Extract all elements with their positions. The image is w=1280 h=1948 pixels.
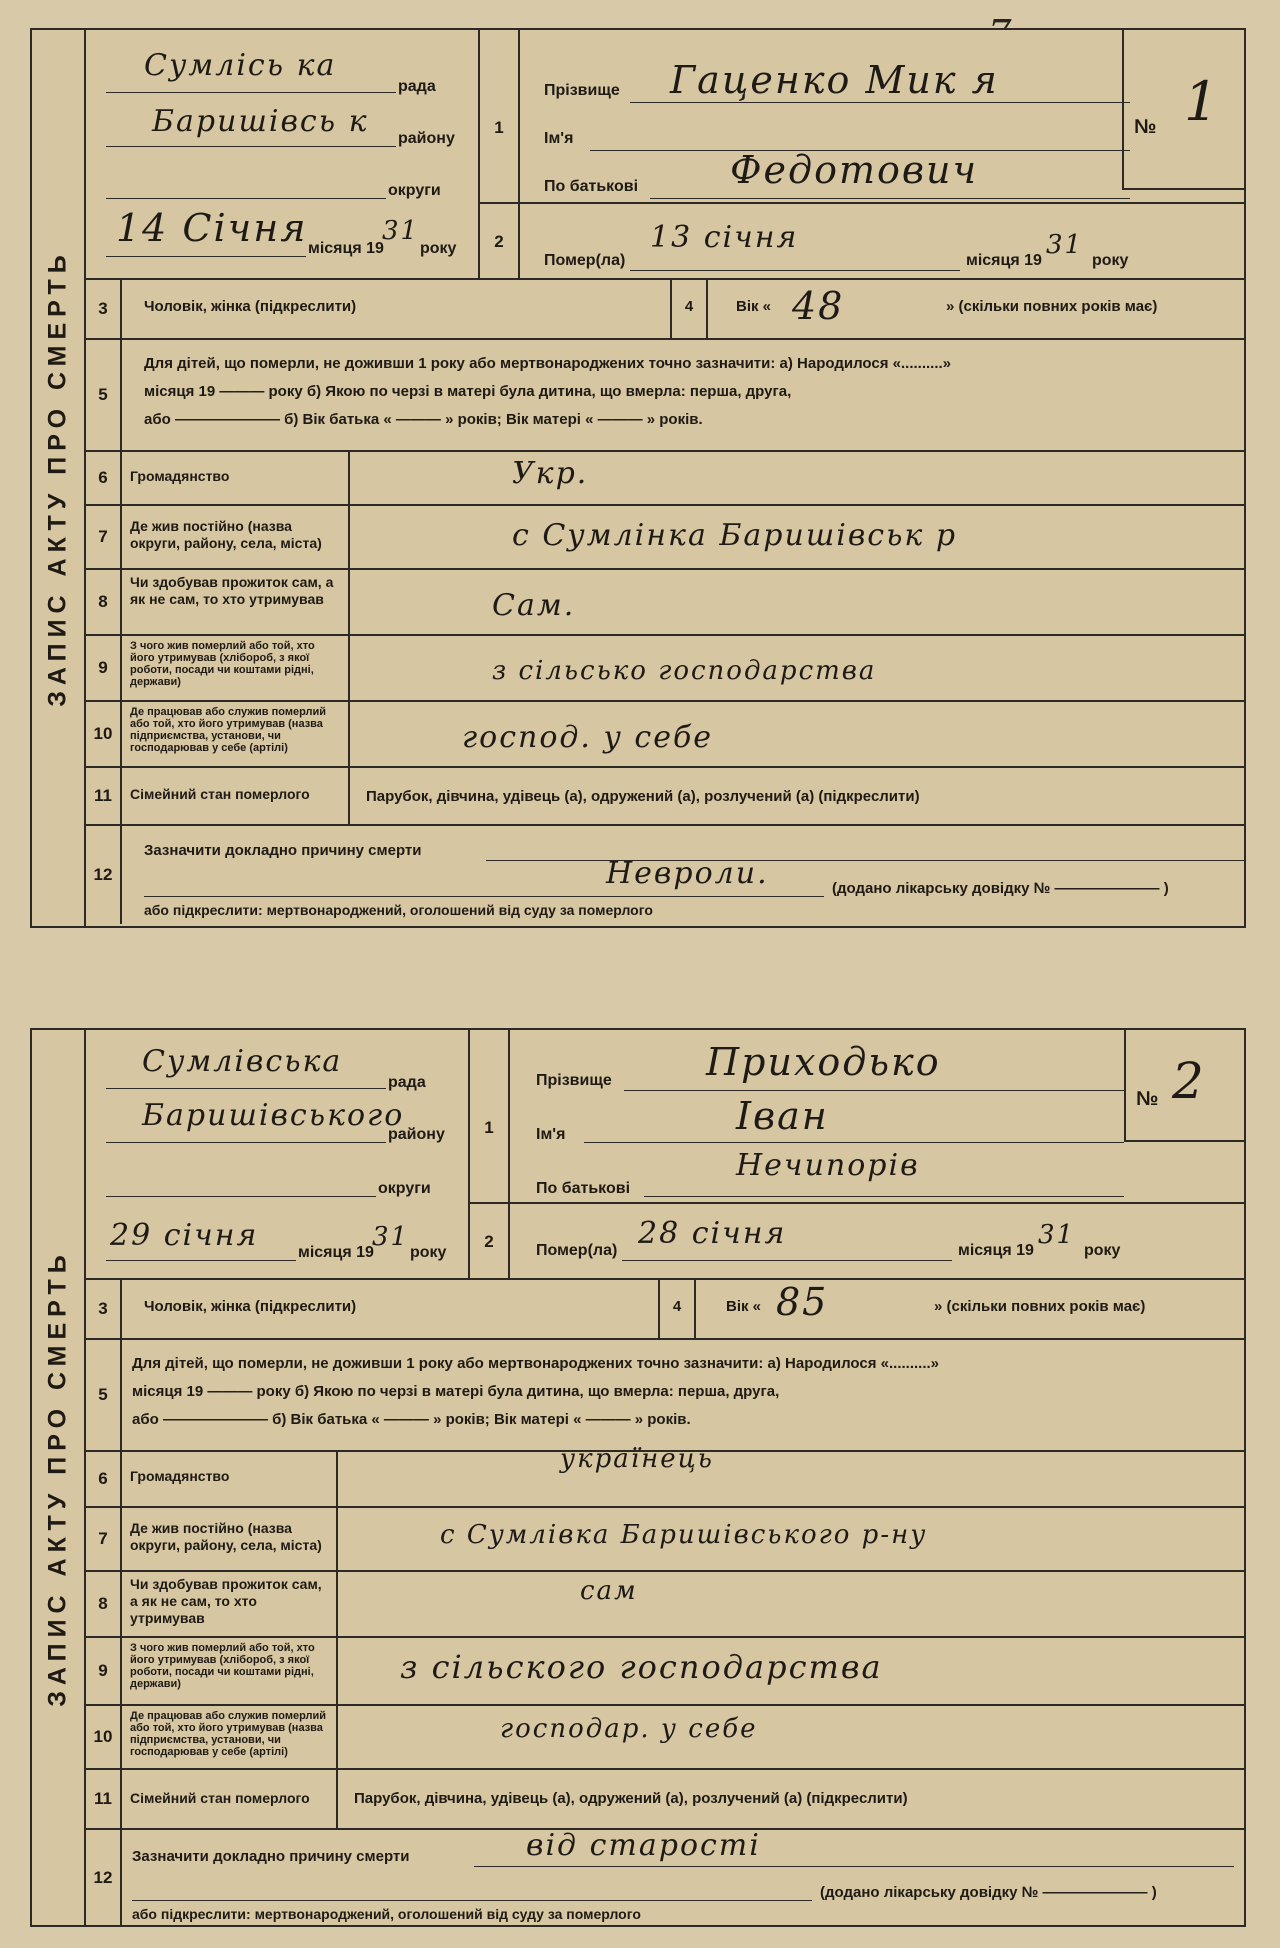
cause-value: Невроли.: [606, 856, 769, 891]
residence-value: с Сумлінка Баришівськ р: [512, 518, 958, 553]
death-year: 31: [1038, 1220, 1076, 1250]
sex-field: Чоловік, жінка (підкреслити): [144, 1298, 357, 1315]
residence-value: с Сумлівка Баришівського р-ну: [440, 1520, 928, 1550]
citizenship-value: українець: [560, 1444, 714, 1474]
age-value: 48: [792, 284, 845, 328]
death-record-1: [30, 28, 1246, 928]
row-support: 8 Чи здобував прожиток сам, а як не сам, то хто утримував сам: [86, 1572, 1244, 1638]
side-title: ЗАПИС АКТУ ПРО СМЕРТЬ: [32, 1030, 86, 1925]
livelihood-value: з сільсько господарства: [492, 656, 877, 686]
cause-value: від старості: [526, 1828, 761, 1863]
record-header: Сумлісь ка рада Баришівсь к району округи 14 Січня місяця 19 31 року 1 2 Прізвище Гаценко Мик я Ім'я По батькові Федотович Помер(ла) 13 січня місяця 19 31 року № 1: [86, 30, 1244, 280]
row-children: 5 Для дітей, що померли, не доживши 1 року або мертвонароджених точно зазначити: а) Народилося «..........» місяця 19 ——— року б) Якою по черзі в матері була дитина, що вмерла: перша, друга, або ——————— б) Вік батька « ——— » років; Вік матері « ——— » років.: [86, 1340, 1244, 1452]
row-workplace: 10 Де працював або служив померлий або той, хто його утримував (назва підприємства, установи, чи господарював у себе (артілі) господар. у себе: [86, 1706, 1244, 1770]
row-marital: 11 Сімейний стан померлого Парубок, дівчина, удівець (а), одружений (а), розлучений (а) (підкреслити): [86, 1770, 1244, 1830]
row-sex-age: 3 Чоловік, жінка (підкреслити) 4 Вік « 85 » (скільки повних років має): [86, 1280, 1244, 1340]
registration-date: 29 січня: [110, 1218, 259, 1253]
registration-block: Сумлівська рада Баришівського району округи 29 січня місяця 19 31 року: [86, 1030, 470, 1278]
raion-value: Баришівського: [142, 1098, 405, 1133]
row-cause: 12 Зазначити докладно причину смерти Невроли. (додано лікарську довідку № ——————— ) або підкреслити: мертвонароджений, оголошений від суду за померлого: [86, 826, 1244, 924]
deceased-block: Прізвище Приходько Ім'я Іван По батькові Нечипорів Помер(ла) 28 січня місяця 19 31 року № 2: [510, 1030, 1244, 1278]
death-date: 28 січня: [638, 1216, 787, 1251]
patronymic-value: Федотович: [730, 148, 979, 192]
support-value: сам: [580, 1576, 638, 1606]
patronymic-value: Нечипорів: [736, 1148, 920, 1183]
side-title: ЗАПИС АКТУ ПРО СМЕРТЬ: [32, 30, 86, 926]
age-value: 85: [776, 1280, 829, 1324]
registration-year: 31: [382, 216, 420, 246]
record-number: 2: [1172, 1052, 1206, 1110]
surname-value: Гаценко Мик я: [670, 58, 999, 102]
record-number-box: № 1: [1122, 30, 1244, 190]
workplace-value: господар. у себе: [500, 1714, 758, 1744]
row-citizenship: 6 Громадянство українець: [86, 1452, 1244, 1508]
raion-value: Баришівсь к: [152, 104, 369, 139]
livelihood-value: з сільского господарства: [400, 1648, 883, 1686]
row-sex-age: 3 Чоловік, жінка (підкреслити) 4 Вік « 48 » (скільки повних років має): [86, 280, 1244, 340]
row-support: 8 Чи здобував прожиток сам, а як не сам, то хто утримував Сам.: [86, 570, 1244, 636]
record-header: Сумлівська рада Баришівського району округи 29 січня місяця 19 31 року 1 2 Прізвище Приходько Ім'я Іван По батькові Нечипорів Помер(ла) 28 січня місяця 19 31 року № 2: [86, 1030, 1244, 1280]
row-livelihood: 9 З чого жив померлий або той, хто його утримував (хлібороб, з якої роботи, посади чи коштами рідні, держави) з сільсько господарства: [86, 636, 1244, 702]
row-residence: 7 Де жив постійно (назва округи, району, села, міста) с Сумлінка Баришівськ р: [86, 506, 1244, 570]
name-value: Іван: [736, 1094, 829, 1138]
surname-value: Приходько: [706, 1040, 941, 1084]
deceased-block: Прізвище Гаценко Мик я Ім'я По батькові Федотович Помер(ла) 13 січня місяця 19 31 року № 1: [520, 30, 1244, 278]
rada-value: Сумлісь ка: [144, 48, 337, 83]
workplace-value: господ. у себе: [462, 720, 714, 755]
support-value: Сам.: [492, 588, 576, 623]
row-marital: 11 Сімейний стан померлого Парубок, дівчина, удівець (а), одружений (а), розлучений (а) (підкреслити): [86, 768, 1244, 826]
registration-date: 14 Січня: [116, 206, 308, 250]
row-workplace: 10 Де працював або служив померлий або той, хто його утримував (назва підприємства, установи, чи господарював у себе (артілі) господ. у себе: [86, 702, 1244, 768]
registration-year: 31: [372, 1222, 410, 1252]
registration-block: Сумлісь ка рада Баришівсь к району округи 14 Січня місяця 19 31 року: [86, 30, 480, 278]
death-record-2: [30, 1028, 1246, 1927]
rada-value: Сумлівська: [142, 1044, 343, 1079]
record-number: 1: [1184, 70, 1221, 133]
row-children: 5 Для дітей, що померли, не доживши 1 року або мертвонароджених точно зазначити: а) Народилося «..........» місяця 19 ——— року б) Якою по черзі в матері була дитина, що вмерла: перша, друга, або ——————— б) Вік батька « ——— » років; Вік матері « ——— » років.: [86, 340, 1244, 452]
sex-field: Чоловік, жінка (підкреслити): [144, 298, 357, 315]
record-number-box: № 2: [1124, 1030, 1244, 1142]
row-citizenship: 6 Громадянство Укр.: [86, 452, 1244, 506]
death-year: 31: [1046, 230, 1084, 260]
row-cause: 12 Зазначити докладно причину смерти від старості (додано лікарську довідку № ——————— ) або підкреслити: мертвонароджений, оголошений від суду за померлого: [86, 1830, 1244, 1925]
marital-options: Парубок, дівчина, удівець (а), одружений (а), розлучений (а) (підкреслити): [354, 1790, 908, 1807]
marital-options: Парубок, дівчина, удівець (а), одружений (а), розлучений (а) (підкреслити): [366, 788, 920, 805]
death-date: 13 січня: [650, 220, 799, 255]
row-livelihood: 9 З чого жив померлий або той, хто його утримував (хлібороб, з якої роботи, посади чи коштами рідні, держави) з сільского господарства: [86, 1638, 1244, 1706]
row-residence: 7 Де жив постійно (назва округи, району, села, міста) с Сумлівка Баришівського р-ну: [86, 1508, 1244, 1572]
citizenship-value: Укр.: [512, 456, 589, 491]
